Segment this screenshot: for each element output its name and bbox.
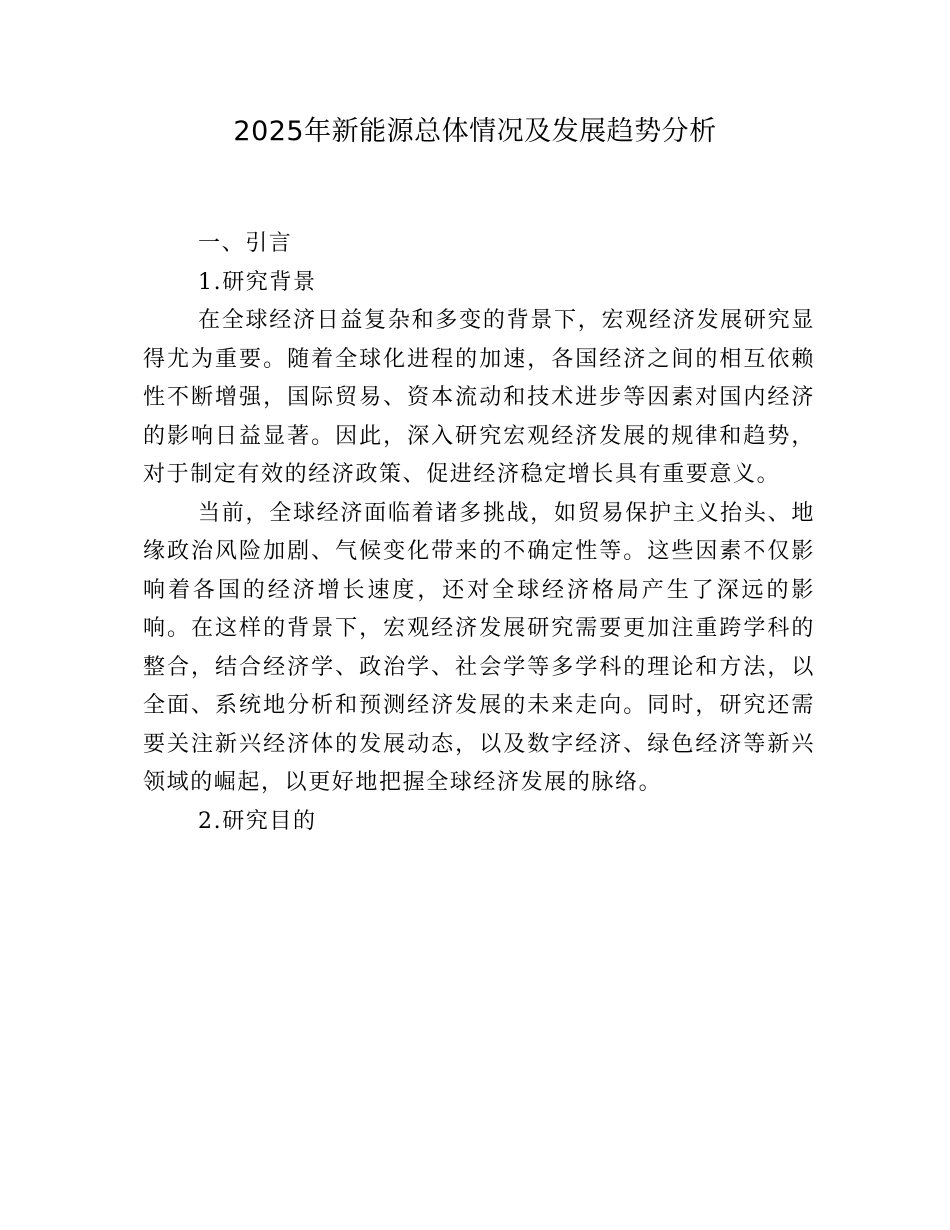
section-heading-introduction: 一、引言 [198, 231, 293, 256]
subsection-heading-research-purpose: 2.研究目的 [198, 808, 317, 834]
paragraph-background-1: 在全球经济日益复杂和多变的背景下，宏观经济发展研究显得尤为重要。随着全球化进程的加速，各国经济之间的相互依赖性不断增强，国际贸易、资本流动和技术进步等因素对国内经济的影响日益显著。因此，深入研究宏观经济发展的规律和趋势，对于制定有效的经济政策、促进经济稳定增长具有重要意义。 [143, 308, 815, 487]
subsection-heading-research-background: 1.研究背景 [198, 269, 317, 295]
document-title: 2025年新能源总体情况及发展趋势分析 [233, 116, 717, 147]
document-body [143, 225, 815, 841]
paragraph-background-2: 当前，全球经济面临着诸多挑战，如贸易保护主义抬头、地缘政治风险加剧、气候变化带来的不确定性等。这些因素不仅影响着各国的经济增长速度，还对全球经济格局产生了深远的影响。在这样的背景下，宏观经济发展研究需要更加注重跨学科的整合，结合经济学、政治学、社会学等多学科的理论和方法，以全面、系统地分析和预测经济发展的未来走向。同时，研究还需要关注新兴经济体的发展动态，以及数字经济、绿色经济等新兴领域的崛起，以更好地把握全球经济发展的脉络。 [143, 500, 815, 795]
